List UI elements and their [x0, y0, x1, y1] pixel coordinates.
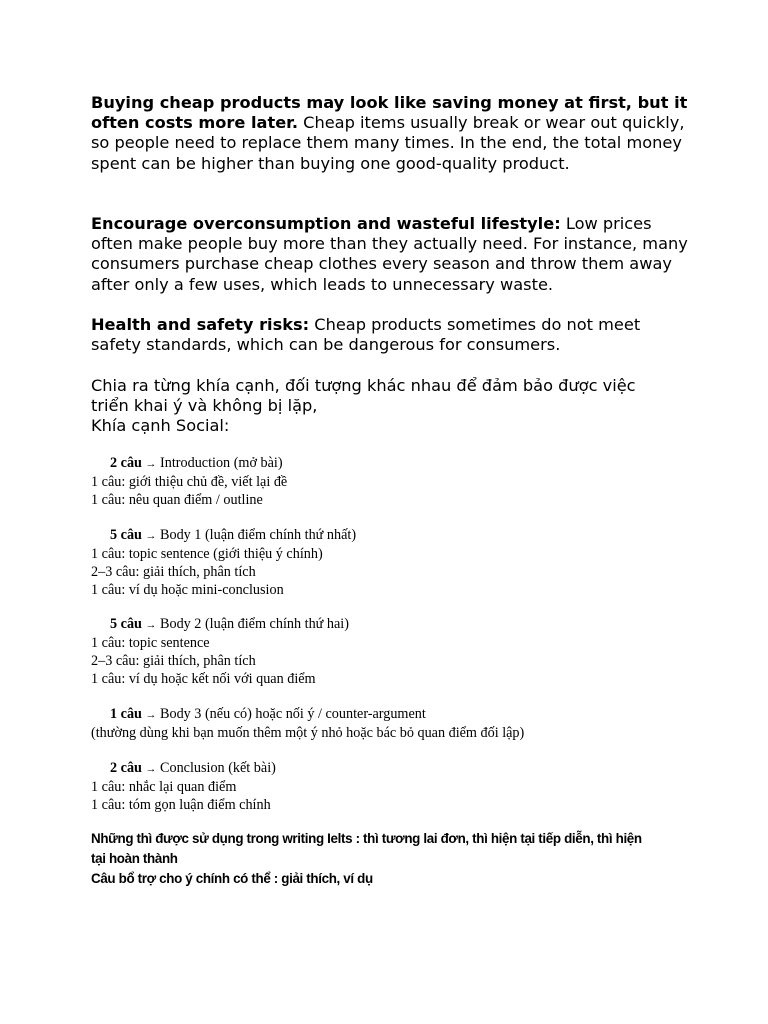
section-title: Body 2 (luận điểm chính thứ hai): [156, 616, 349, 632]
outline-item: 1 câu: tóm gọn luận điểm chính: [91, 796, 271, 813]
arrow-icon: →: [145, 458, 157, 470]
section-title: Body 1 (luận điểm chính thứ nhất): [156, 527, 357, 543]
outline-item: (thường dùng khi bạn muốn thêm một ý nhỏ hoặc bác bỏ quan điểm đối lập): [91, 724, 525, 741]
outline-section-introduction: [91, 455, 691, 510]
paragraph-body: Cheap items usually break or wear out quickly, so people need to replace them many times. In the end, the total money spent can be higher than buying one good-quality product.: [91, 113, 685, 173]
footer-note-line: Những thì được sử dụng trong writing Ielts : thì tương lai đơn, thì hiện tại tiếp diễn, thì hiện: [91, 831, 642, 846]
footer-notes: [91, 829, 691, 889]
paragraph-body: Low prices often make people buy more than they actually need. For instance, many consumers purchase cheap clothes every season and throw them away after only a few uses, which leads to unnecessary waste.: [91, 214, 688, 294]
note-line: triển khai ý và không bị lặp,: [91, 396, 318, 416]
outline-section-conclusion: [91, 760, 691, 815]
paragraph-heading: Encourage overconsumption and wasteful lifestyle:: [91, 214, 561, 233]
outline-item: 2–3 câu: giải thích, phân tích: [91, 563, 256, 580]
outline-section-title: [91, 706, 691, 725]
outline-section-body-3: [91, 706, 691, 743]
arrow-icon: →: [145, 530, 157, 542]
section-title: Body 3 (nếu có) hoặc nối ý / counter-argument: [156, 706, 426, 722]
arrow-icon: →: [145, 709, 157, 721]
outline-item: 1 câu: nhắc lại quan điểm: [91, 778, 237, 795]
sentence-count: 2 câu: [110, 760, 142, 776]
footer-note-line: Câu bổ trợ cho ý chính có thể : giải thích, ví dụ: [91, 871, 373, 886]
outline-section-title: [91, 455, 691, 474]
outline-section-title: [91, 760, 691, 779]
outline-section-title: [91, 616, 691, 635]
outline-item: 1 câu: giới thiệu chủ đề, viết lại đề: [91, 473, 288, 490]
outline-item: 1 câu: topic sentence: [91, 634, 210, 651]
arrow-icon: →: [145, 763, 157, 775]
sentence-count: 5 câu: [110, 527, 142, 543]
arrow-icon: →: [145, 619, 157, 631]
outline-item: 1 câu: topic sentence (giới thiệu ý chính): [91, 545, 323, 562]
outline-item: 2–3 câu: giải thích, phân tích: [91, 652, 256, 669]
section-title: Conclusion (kết bài): [156, 760, 276, 776]
paragraph-health-safety: [91, 315, 691, 355]
outline-item: 1 câu: ví dụ hoặc kết nối với quan điểm: [91, 670, 316, 687]
outline-section-body-1: [91, 527, 691, 600]
outline-section-body-2: [91, 616, 691, 689]
footer-note-line: tại hoàn thành: [91, 851, 178, 866]
paragraph-heading: Buying cheap products may look like saving money at first, but it often costs more later.: [91, 93, 688, 133]
outline-section-title: [91, 527, 691, 546]
sentence-count: 2 câu: [110, 455, 142, 471]
paragraph-heading: Health and safety risks:: [91, 315, 310, 334]
sentence-count: 5 câu: [110, 616, 142, 632]
paragraph-overconsumption: [91, 214, 691, 295]
vietnamese-note: [91, 376, 691, 437]
paragraph-cheap-cost: [91, 93, 691, 174]
note-line: Khía cạnh Social:: [91, 416, 230, 436]
outline-item: 1 câu: ví dụ hoặc mini-conclusion: [91, 581, 284, 598]
section-title: Introduction (mở bài): [156, 455, 283, 471]
note-line: Chia ra từng khía cạnh, đối tượng khác nhau để đảm bảo được việc: [91, 376, 636, 395]
sentence-count: 1 câu: [110, 706, 142, 722]
paragraph-body: Cheap products sometimes do not meet safety standards, which can be dangerous for consumers.: [91, 315, 641, 355]
outline-item: 1 câu: nêu quan điểm / outline: [91, 491, 263, 508]
